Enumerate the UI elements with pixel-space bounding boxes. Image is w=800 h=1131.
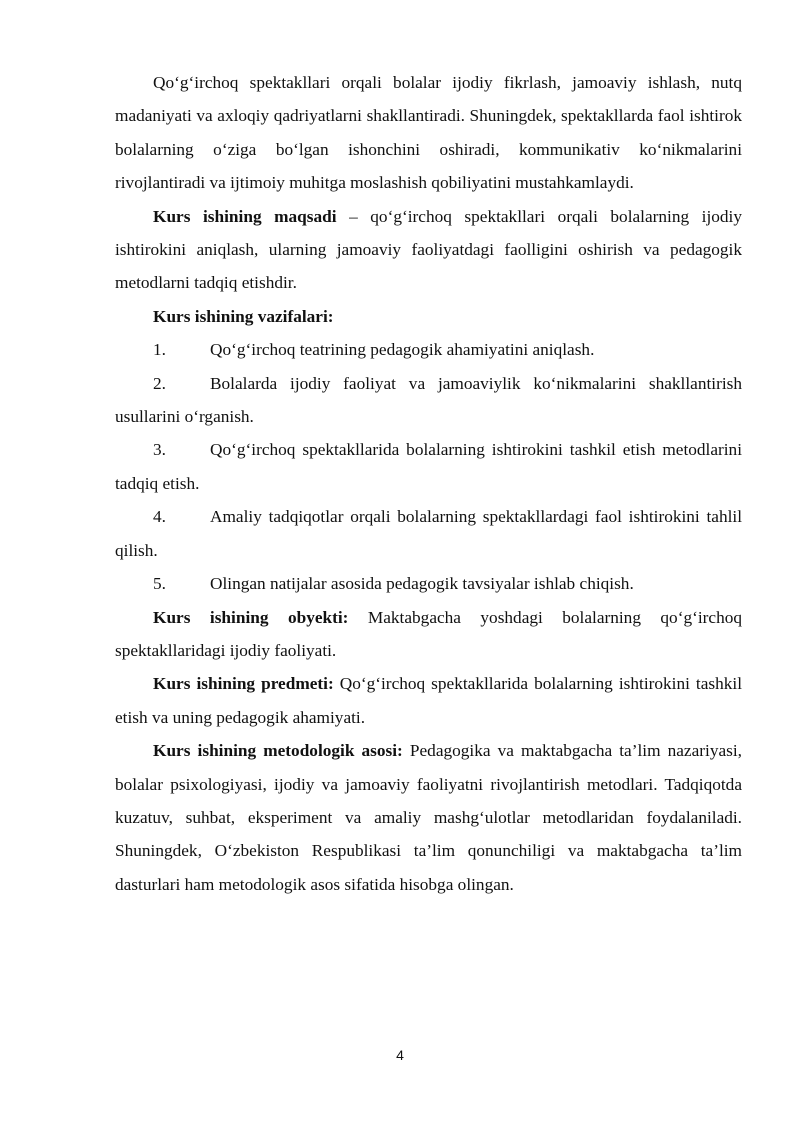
list-item-text: Amaliy tadqiqotlar orqali bolalarning spektakllardagi faol ishtirokini tahlil qilish. [115, 507, 742, 560]
list-item [115, 333, 742, 366]
predmet-text: Qo‘g‘irchoq spektakllarida bolalarning ishtirokini tashkil etish va uning pedagogik ahamiyati. [115, 674, 742, 727]
page-content [115, 66, 742, 901]
list-item-number: 4. [153, 507, 166, 527]
list-item-text: Bolalarda ijodiy faoliyat va jamoaviylik ko‘nikmalarini shakllantirish usullarini o‘rganish. [115, 373, 742, 427]
list-item [115, 433, 742, 500]
list-item-number: 5. [153, 574, 166, 594]
list-item-text: Olingan natijalar asosida pedagogik tavsiyalar ishlab chiqish. [210, 574, 634, 594]
metodologik-paragraph [115, 734, 742, 901]
maqsad-paragraph [115, 200, 742, 300]
list-item [115, 567, 742, 600]
predmet-paragraph [115, 667, 742, 734]
maqsad-text: – qo‘g‘irchoq spektakllari orqali bolalarning ijodiy ishtirokini aniqlash, ularning jamoaviy faoliyatdagi faolligini oshirish va pedagogik metodlarni tadqiq etishdir. [115, 206, 742, 293]
obyekt-text: Maktabgacha yoshdagi bolalarning qo‘g‘irchoq spektakllaridagi ijodiy faoliyati. [115, 607, 742, 660]
intro-paragraph: Qo‘g‘irchoq spektakllari orqali bolalar ijodiy fikrlash, jamoaviy ishlash, nutq madaniyati va axloqiy qadriyatlarni shakllantiradi. Shuningdek, spektakllarda faol ishtirok bolalarning o‘ziga bo‘lgan ishonchini oshiradi, kommunikativ ko‘nikmalarini rivojlantiradi va ijtimoiy muhitga moslashish qobiliyatini mustahkamlaydi. [115, 73, 742, 193]
vazifalar-label: Kurs ishining vazifalari: [153, 306, 334, 326]
list-item [115, 367, 742, 434]
obyekt-paragraph [115, 601, 742, 668]
vazifalar-heading [115, 300, 742, 333]
metodologik-text: Pedagogika va maktabgacha ta’lim nazariyasi, bolalar psixologiyasi, ijodiy va jamoaviy faoliyatni rivojlantirish metodlari. Tadqiqotda kuzatuv, suhbat, eksperiment va amaliy mashg‘ulotlar metodlaridan foydalaniladi. Shuningdek, O‘zbekiston Respublikasi ta’lim qonunchiligi va maktabgacha ta’lim dasturlari ham metodologik asos sifatida hisobga olingan. [115, 741, 742, 894]
list-item-text: Qo‘g‘irchoq teatrining pedagogik ahamiyatini aniqlash. [210, 340, 595, 360]
list-item-number: 2. [153, 373, 166, 393]
page-number: 4 [396, 1047, 404, 1063]
maqsad-label: Kurs ishining maqsadi [153, 206, 337, 226]
metodologik-label: Kurs ishining metodologik asosi: [153, 741, 403, 761]
list-item-text: Qo‘g‘irchoq spektakllarida bolalarning ishtirokini tashkil etish metodlarini tadqiq etish. [115, 440, 742, 493]
list-item [115, 500, 742, 567]
predmet-label: Kurs ishining predmeti: [153, 674, 334, 694]
list-item-number: 1. [153, 340, 166, 360]
list-item-number: 3. [153, 440, 166, 460]
obyekt-label: Kurs ishining obyekti: [153, 607, 349, 627]
